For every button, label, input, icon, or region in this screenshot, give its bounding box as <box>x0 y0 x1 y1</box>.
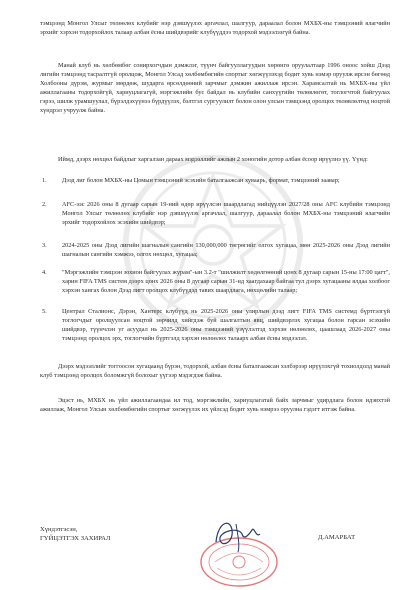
list-item-4: 4. "Мэргэжлийн тэмцээн зохион байгуулах журам"-ын 3.2-т "шилжилт хөдөлгөөний цонх 8 дугаар сарын 15-ны 17:00 цагт", харин FIFA TMS систем дээрх цонх 2026 оны 8 дугаар сарын 31-нд хаагдахаар байгаа тул дээрх хугацааны ялдаа холбоог хэрхэн хангах болон Дээд лигт оролцох клубүүдэд тавих шаардлага, нөхцөлийн талаар; <box>42 269 390 294</box>
list-item-5: 5. Централ Сталионс, Дэрэн, Хантерс клубүүд нь 2025-2026 оны улирлын дээд лигт FIFA TMS системд бүртгэлгүй тоглогчдыг оролцуулсан ноцтой зөрчилд хийгдэж буй шалгалтын явц, шийдвэрлэх хугацаа болон гарсан эсэхийн шийдвэр, түүнчлэн уг асуудал нь 2025-2026 оны тэмцээний үзүүлэлтэд хэрхэн нөлөөлөх, цаашлаад 2026-2027 оны тэмцээнд оролцох эрх, тоглогчийн бүртгэлд хэрхэн нөлөөлөх талаарх албан ёсны мэдээлэл. <box>42 308 390 342</box>
list-item-3: 3. 2024-2025 оны Дээд лигийн шагналын сангийн 130,000,000 төгрөгийг олгох хугацаа, мөн 2025-2026 оны Дээд лигийн шагналын сангийн хэмжээ, олгох нөхцөл, хугацаа; <box>42 242 390 258</box>
warning-paragraph: Дээрх мэдээллийг тоггоосон хугацаанд бүрэн, тодорхой, албан ёсны баталгаажсан хэлбэрээр ирүүлэхгүй тохиолдолд манай клуб тэмцээнд оролцох боломжгүй болохыг үүгээр мэдэгдэж байна. <box>40 363 390 379</box>
regards-text: Хүндэтгэсэн, <box>40 526 78 533</box>
handwritten-signature <box>208 512 268 556</box>
request-paragraph: Иймд, дээрх нөхцөл байдлыг харгалзан дараах мэдээллийг ажлын 2 хоногийн дотор албан ёсоор ирүүлнэ үү. Үүнд: <box>58 156 368 163</box>
list-item-1: 1. Дээд лиг болон МХБХ-ны Цомын тэмцээний эсэхийн баталгаажсан хуваарь, формат, тэмцээний заавар; <box>42 177 340 184</box>
signature-block <box>40 525 110 543</box>
list-item-2: 2. AFC-ээс 2026 оны 8 дугаар сарын 19-ний өдөр ирүүлсэн шаардлагад нийцүүлэн 2027/28 оны AFC клубийн тэмцээнд Монгол Улсыг төлөөлөх клубийг нэр дэвшүүлэх аргачлал, шалгуур, дараалал болон МХБХ-ны тэмцээний ялагчийн эрхийг тодорхойлох эсэхийн шийдвэр; <box>42 201 390 226</box>
signer-name: Д.АМАРБАТ <box>318 534 356 541</box>
closing-paragraph: Эцэст нь, МХБХ нь үйл ажиллагаандаа ил тод, мэргэжлийн, хариуцлагатай байх зарчмыг удирдлага болон идэвхтэй ажиллаж, Монгол Улсын хөлбөмбөгийн спортыг хөгжүүлэх их үйлсэд бодит хувь нэмрээ оруулна гэдэгт итгэж байна. <box>40 397 390 413</box>
signer-title: ГҮЙЦЭТГЭХ ЗАХИРАЛ <box>40 535 111 542</box>
club-background-paragraph: Манай клуб нь хөлбөмбөг сонирхогчдын дэмжлэг, түүнч байгууллагуудын хөрөнгө оруулалтаар 1996 оноос хойш Дээд лигийн тэмцээнд тасралтгүй оролцож, Монгол Улсад хөлбөмбөгийн спортыг хөгжүүлэхэд бодит хувь нэмэр оруулж ирсэн бөгөөд Холбооны дүрэм, журмыг мөрдөж, шударга өрсөлдөөний зарчмыг дэмжин ажиллаж ирсэн. Харамсалтай нь МХБХ-ны үйл ажиллагааны тодорхойгүй, хариуцлагагүй, мэргэжлийн бус байдал нь клубийн санхүүгийн төлөвлөгөт, тоглогчтой байгуулах гэрээ, шилж урамшуулал, бүрэлдэхүүнээ бүрдүүлэх, бэлтгэл сургуулилт болон олон улсын тэмцээнд оролцох төлөвлөлтөд ноцтой хүндрэл учруулж байна. <box>40 62 390 114</box>
intro-paragraph: тэмцээнд Монгол Улсыг төлөөлөх клубийг нэр дэвшүүлэх аргачлал, шалгуур, дараалал болон МХБХ-ны тэмцээний ялагчийн эрхийг хэрхэн тодорхойлох талаар албан ёсны шийдвэрийг клубүүддээ тодорхой мэдээлээгүй байна. <box>40 20 390 36</box>
